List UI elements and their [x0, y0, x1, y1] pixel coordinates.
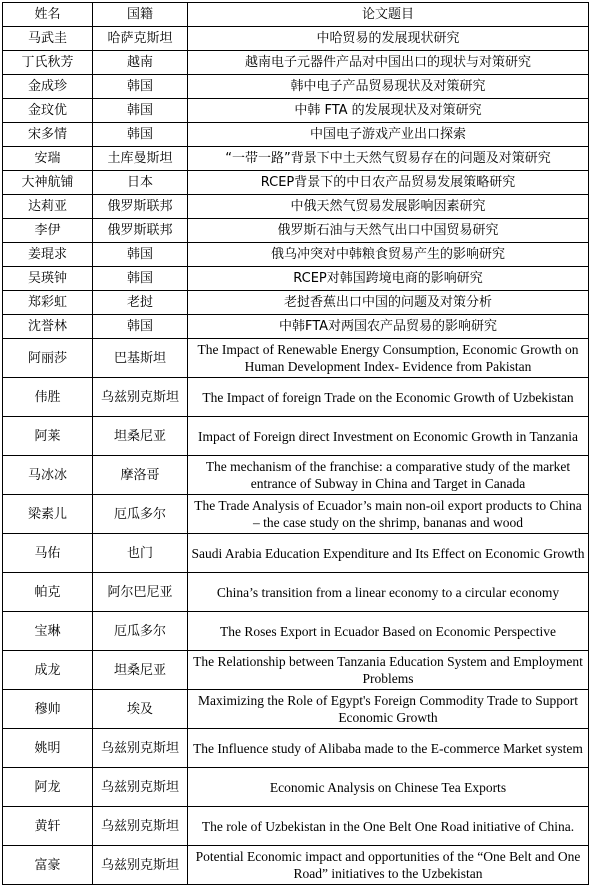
table-row: [3, 651, 589, 690]
thesis-title-cell: The Influence study of Alibaba made to the E-commerce Market system: [188, 729, 589, 768]
table-row: [3, 315, 589, 339]
thesis-title-cell: 中哈贸易的发展现状研究: [188, 27, 589, 51]
table-row: [3, 195, 589, 219]
student-name-cell: 姚明: [3, 729, 93, 768]
thesis-title-cell: The Impact of foreign Trade on the Economic Growth of Uzbekistan: [188, 378, 589, 417]
nationality-cell: 老挝: [93, 291, 188, 315]
nationality-cell: 韩国: [93, 267, 188, 291]
nationality-cell: 越南: [93, 51, 188, 75]
table-row: [3, 171, 589, 195]
thesis-title-cell: 中韩FTA对两国农产品贸易的影响研究: [188, 315, 589, 339]
table-row: [3, 729, 589, 768]
table-row: [3, 768, 589, 807]
table-row: [3, 534, 589, 573]
student-name-cell: 大神航铺: [3, 171, 93, 195]
thesis-title-cell: Saudi Arabia Education Expenditure and Its Effect on Economic Growth: [188, 534, 589, 573]
thesis-title-cell: 俄乌冲突对中韩粮食贸易产生的影响研究: [188, 243, 589, 267]
table-row: [3, 456, 589, 495]
table-row: [3, 495, 589, 534]
student-name-cell: 金玟优: [3, 99, 93, 123]
table-row: [3, 123, 589, 147]
table-row: [3, 219, 589, 243]
student-name-cell: 马武圭: [3, 27, 93, 51]
thesis-title-cell: The mechanism of the franchise: a comparative study of the market entrance of Subway in China and Target in Canada: [188, 456, 589, 495]
table-row: [3, 75, 589, 99]
table-row: [3, 99, 589, 123]
student-name-cell: 阿莱: [3, 417, 93, 456]
thesis-title-cell: 中俄天然气贸易发展影响因素研究: [188, 195, 589, 219]
nationality-cell: 韩国: [93, 315, 188, 339]
nationality-cell: 韩国: [93, 75, 188, 99]
student-name-cell: 梁素儿: [3, 495, 93, 534]
student-name-cell: 帕克: [3, 573, 93, 612]
nationality-cell: 乌兹别克斯坦: [93, 729, 188, 768]
student-name-cell: 沈誉林: [3, 315, 93, 339]
thesis-title-cell: RCEP背景下的中日农产品贸易发展策略研究: [188, 171, 589, 195]
table-row: [3, 573, 589, 612]
student-name-cell: 马佑: [3, 534, 93, 573]
thesis-title-cell: Economic Analysis on Chinese Tea Exports: [188, 768, 589, 807]
student-name-cell: 宋多情: [3, 123, 93, 147]
thesis-title-cell: The Impact of Renewable Energy Consumption, Economic Growth on Human Development Index- Evidence from Pakistan: [188, 339, 589, 378]
nationality-cell: 韩国: [93, 123, 188, 147]
student-name-cell: 姜琨求: [3, 243, 93, 267]
table-row: [3, 690, 589, 729]
student-name-cell: 达莉亚: [3, 195, 93, 219]
thesis-title-cell: 越南电子元器件产品对中国出口的现状与对策研究: [188, 51, 589, 75]
header-nationality: 国籍: [93, 3, 188, 27]
nationality-cell: 埃及: [93, 690, 188, 729]
student-name-cell: 富豪: [3, 846, 93, 885]
nationality-cell: 日本: [93, 171, 188, 195]
nationality-cell: 土库曼斯坦: [93, 147, 188, 171]
student-name-cell: 宝琳: [3, 612, 93, 651]
nationality-cell: 乌兹别克斯坦: [93, 378, 188, 417]
nationality-cell: 俄罗斯联邦: [93, 195, 188, 219]
thesis-title-cell: Maximizing the Role of Egypt's Foreign Commodity Trade to Support Economic Growth: [188, 690, 589, 729]
student-name-cell: 成龙: [3, 651, 93, 690]
student-name-cell: 金成珍: [3, 75, 93, 99]
nationality-cell: 也门: [93, 534, 188, 573]
table-row: [3, 243, 589, 267]
thesis-title-cell: Impact of Foreign direct Investment on Economic Growth in Tanzania: [188, 417, 589, 456]
student-name-cell: 郑彩虹: [3, 291, 93, 315]
thesis-title-cell: 俄罗斯石油与天然气出口中国贸易研究: [188, 219, 589, 243]
table-row: [3, 378, 589, 417]
thesis-title-cell: The Trade Analysis of Ecuador’s main non-oil export products to China – the case study on the shrimp, bananas and wood: [188, 495, 589, 534]
student-name-cell: 李伊: [3, 219, 93, 243]
table-row: [3, 339, 589, 378]
header-title: 论文题目: [188, 3, 589, 27]
thesis-title-cell: Potential Economic impact and opportunities of the “One Belt and One Road” initiatives to the Uzbekistan: [188, 846, 589, 885]
nationality-cell: 俄罗斯联邦: [93, 219, 188, 243]
student-name-cell: 阿丽莎: [3, 339, 93, 378]
table-row: [3, 51, 589, 75]
nationality-cell: 乌兹别克斯坦: [93, 846, 188, 885]
student-name-cell: 吴瑛钟: [3, 267, 93, 291]
student-name-cell: 黄轩: [3, 807, 93, 846]
table-header-row: [3, 3, 589, 27]
table-row: [3, 612, 589, 651]
table-row: [3, 846, 589, 885]
nationality-cell: 乌兹别克斯坦: [93, 807, 188, 846]
student-name-cell: 安瑞: [3, 147, 93, 171]
nationality-cell: 韩国: [93, 99, 188, 123]
nationality-cell: 阿尔巴尼亚: [93, 573, 188, 612]
student-name-cell: 穆帅: [3, 690, 93, 729]
nationality-cell: 韩国: [93, 243, 188, 267]
thesis-title-cell: The Relationship between Tanzania Education System and Employment Problems: [188, 651, 589, 690]
thesis-title-cell: 中韩 FTA 的发展现状及对策研究: [188, 99, 589, 123]
nationality-cell: 坦桑尼亚: [93, 417, 188, 456]
student-name-cell: 丁氏秋芳: [3, 51, 93, 75]
header-name: 姓名: [3, 3, 93, 27]
table-row: [3, 267, 589, 291]
nationality-cell: 巴基斯坦: [93, 339, 188, 378]
thesis-title-cell: China’s transition from a linear economy to a circular economy: [188, 573, 589, 612]
table-row: [3, 291, 589, 315]
thesis-title-cell: The role of Uzbekistan in the One Belt One Road initiative of China.: [188, 807, 589, 846]
thesis-title-cell: 中国电子游戏产业出口探索: [188, 123, 589, 147]
thesis-title-cell: 老挝香蕉出口中国的问题及对策分析: [188, 291, 589, 315]
nationality-cell: 厄瓜多尔: [93, 612, 188, 651]
table-row: [3, 807, 589, 846]
thesis-title-cell: RCEP对韩国跨境电商的影响研究: [188, 267, 589, 291]
table-row: [3, 417, 589, 456]
nationality-cell: 厄瓜多尔: [93, 495, 188, 534]
student-name-cell: 马冰冰: [3, 456, 93, 495]
nationality-cell: 哈萨克斯坦: [93, 27, 188, 51]
nationality-cell: 摩洛哥: [93, 456, 188, 495]
thesis-title-cell: “一带一路”背景下中土天然气贸易存在的问题及对策研究: [188, 147, 589, 171]
nationality-cell: 坦桑尼亚: [93, 651, 188, 690]
thesis-table: [2, 2, 589, 885]
student-name-cell: 阿龙: [3, 768, 93, 807]
thesis-title-cell: The Roses Export in Ecuador Based on Economic Perspective: [188, 612, 589, 651]
nationality-cell: 乌兹别克斯坦: [93, 768, 188, 807]
table-row: [3, 147, 589, 171]
thesis-title-cell: 韩中电子产品贸易现状及对策研究: [188, 75, 589, 99]
student-name-cell: 伟胜: [3, 378, 93, 417]
table-row: [3, 27, 589, 51]
